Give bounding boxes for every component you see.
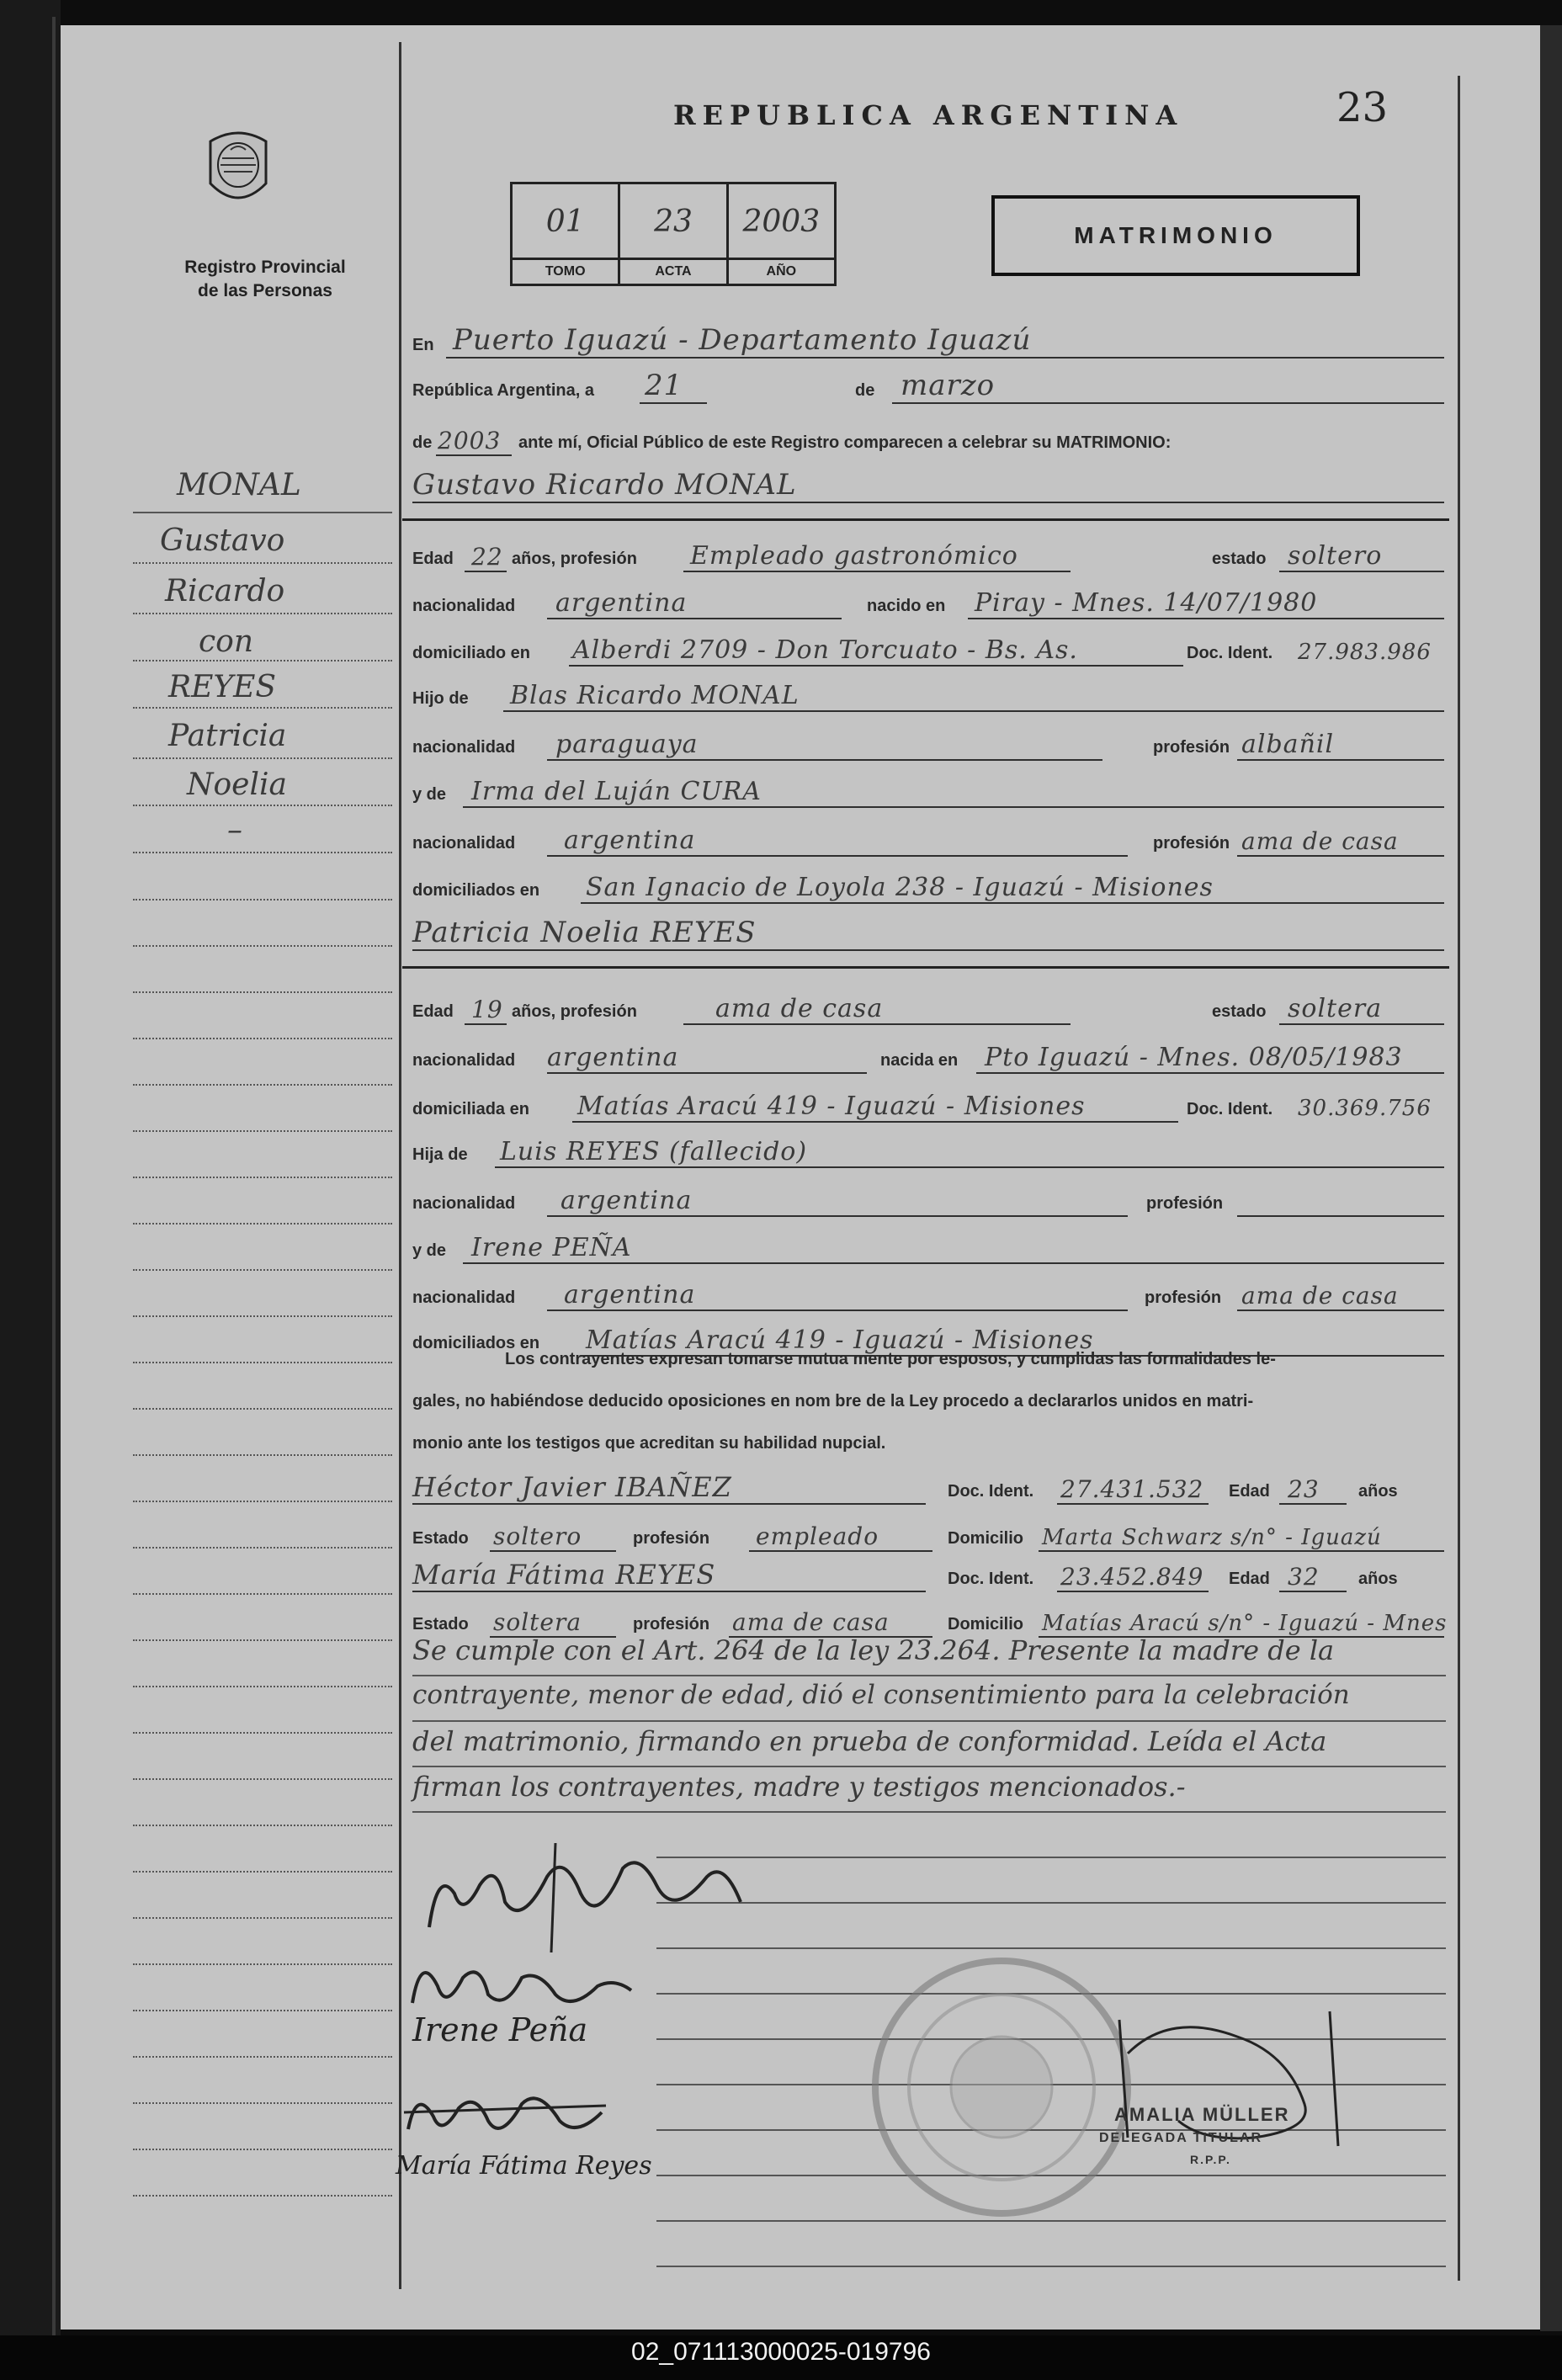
label: Edad [1229, 1570, 1270, 1588]
ruled-line [656, 1902, 1446, 1904]
book-cell-ano [729, 184, 834, 284]
bride-nationality-row [412, 1030, 1444, 1077]
registry-name-line2: de las Personas [198, 281, 332, 300]
margin-rule [133, 660, 392, 661]
margin-rule [133, 707, 392, 709]
handwritten-value: 23 [1288, 1475, 1320, 1503]
margin-rule [133, 1315, 392, 1317]
handwritten-value: Irma del Luján CURA [471, 777, 762, 806]
underline [436, 454, 512, 456]
label: Hijo de [412, 689, 469, 708]
section-separator [402, 518, 1449, 521]
underline [495, 1166, 1444, 1168]
label: profesión [1145, 1288, 1222, 1307]
underline [1237, 759, 1444, 761]
registry-seal-icon [205, 125, 271, 212]
page-edge [1540, 25, 1562, 2331]
margin-rule [133, 1269, 392, 1271]
bride-mother-row [412, 1220, 1444, 1267]
underline [1237, 1215, 1444, 1217]
margin-rule [133, 1871, 392, 1873]
book-cell-tomo [513, 184, 620, 284]
margin-note: – [227, 813, 242, 847]
handwritten-value: soltero [493, 1522, 582, 1550]
handwritten-value: 32 [1288, 1563, 1320, 1591]
handwritten-value: Pto Iguazú - Mnes. 08/05/1983 [985, 1043, 1403, 1072]
underline [465, 1023, 507, 1025]
underline [463, 806, 1444, 808]
underline [547, 1215, 1128, 1217]
label: años, profesión [512, 550, 637, 568]
handwritten-value: Blas Ricardo MONAL [510, 681, 800, 710]
underline [412, 1503, 926, 1505]
handwritten-value: soltera [493, 1608, 582, 1636]
margin-rule [133, 1732, 392, 1734]
margin-rule [133, 1593, 392, 1595]
registry-name-line1: Registro Provincial [184, 258, 346, 277]
handwritten-value: Luis REYES (fallecido) [500, 1137, 808, 1166]
underline [547, 855, 1128, 857]
margin-rule [133, 613, 392, 614]
label: Edad [1229, 1482, 1270, 1501]
margin-rule [133, 1084, 392, 1086]
label: Edad [412, 1002, 454, 1021]
witness-name: Héctor Javier IBAÑEZ [412, 1471, 732, 1503]
observation-line: del matrimonio, firmando en prueba de conformidad. Leída el Acta [412, 1725, 1327, 1757]
document-type-box: MATRIMONIO [991, 195, 1360, 276]
label: Doc. Ident. [948, 1570, 1034, 1588]
handwritten-value: 21 [645, 369, 683, 402]
book-cell-acta [620, 184, 728, 284]
underline [1279, 1591, 1347, 1592]
handwritten-value: soltera [1288, 994, 1383, 1023]
label: nacida en [880, 1051, 959, 1070]
book-label: TOMO [513, 258, 618, 284]
groom-name: Gustavo Ricardo MONAL [412, 468, 797, 502]
ruled-line [656, 1857, 1446, 1858]
label: Estado [412, 1615, 469, 1634]
margin-note: MONAL [177, 468, 301, 502]
label: de [855, 381, 875, 400]
label: Domicilio [948, 1615, 1024, 1634]
margin-rule [133, 1223, 392, 1225]
underline [569, 665, 1183, 667]
margin-rule [133, 1177, 392, 1178]
intro-place-row [412, 315, 1444, 362]
handwritten-value: 30.369.756 [1298, 1096, 1432, 1121]
label: nacionalidad [412, 1051, 516, 1070]
ruled-line [412, 1720, 1446, 1722]
underline [547, 1072, 867, 1074]
label: de [412, 433, 433, 452]
margin-note: Noelia [187, 768, 287, 802]
label: domiciliados en [412, 881, 540, 900]
label: profesión [633, 1615, 710, 1634]
label: años [1358, 1570, 1398, 1588]
handwritten-value: marzo [901, 369, 996, 402]
margin-note: REYES [168, 670, 277, 704]
bride-signature [396, 1944, 648, 2020]
handwritten-value: Marta Schwarz s/n° - Iguazú [1042, 1525, 1382, 1550]
underline [572, 1121, 1178, 1123]
handwritten-value: 19 [471, 996, 503, 1023]
label: Doc. Ident. [948, 1482, 1034, 1501]
label: años, profesión [512, 1002, 637, 1021]
margin-rule [133, 562, 392, 564]
underline [683, 571, 1071, 572]
label: nacionalidad [412, 1288, 516, 1307]
groom-mother-row [412, 764, 1444, 811]
groom-parents-address-row [412, 860, 1444, 907]
margin-rule [133, 805, 392, 806]
label: domiciliada en [412, 1100, 529, 1118]
label: y de [412, 785, 447, 804]
underline [503, 710, 1444, 712]
label: nacido en [867, 597, 946, 615]
witness-2-row [412, 1549, 1444, 1596]
underline [1279, 1023, 1444, 1025]
underline [547, 1310, 1128, 1311]
label: profesión [633, 1529, 710, 1548]
book-binding [0, 0, 61, 2380]
label: República Argentina, a [412, 381, 594, 400]
declaration-line: gales, no habiéndose deducido oposiciones en nom bre de la Ley procedo a declararlos unidos en matri- [412, 1392, 1254, 1410]
witness-1-row [412, 1461, 1444, 1508]
margin-note: Patricia [168, 719, 287, 753]
observation-line: firman los contrayentes, madre y testigos mencionados.- [412, 1771, 1186, 1803]
underline [1237, 1310, 1444, 1311]
margin-rule [133, 2056, 392, 2058]
margin-note: con [199, 624, 254, 659]
observation-line: contrayente, menor de edad, dió el consentimiento para la celebración [412, 1680, 1350, 1710]
margin-rule [133, 1547, 392, 1549]
underline [547, 618, 842, 619]
label: Hija de [412, 1145, 468, 1164]
handwritten-value: 23.452.849 [1060, 1563, 1204, 1591]
handwritten-value: ama de casa [732, 1608, 890, 1636]
underline [892, 402, 1444, 404]
margin-rule [133, 1639, 392, 1641]
margin-rule [133, 1778, 392, 1780]
book-value: 23 [654, 205, 693, 239]
ruled-line [412, 1675, 1446, 1676]
underline [968, 618, 1444, 619]
label: Estado [412, 1529, 469, 1548]
label: nacionalidad [412, 738, 516, 757]
label: En [412, 336, 434, 354]
groom-signature [404, 1835, 757, 1961]
margin-rule [133, 945, 392, 947]
witness-name: María Fátima REYES [412, 1559, 716, 1591]
ruled-line [412, 1766, 1446, 1767]
handwritten-value: Irene PEÑA [471, 1233, 632, 1262]
underline [976, 1072, 1444, 1074]
handwritten-value: ama de casa [715, 994, 884, 1023]
underline [412, 502, 1444, 503]
underline [683, 1023, 1071, 1025]
official-org: R.P.P. [1190, 2153, 1231, 2166]
mother-signature: Irene Peña [412, 2011, 588, 2048]
label: estado [1212, 550, 1267, 568]
underline [412, 1591, 926, 1592]
handwritten-value: Puerto Iguazú - Departamento Iguazú [453, 323, 1032, 357]
handwritten-value: Matías Aracú 419 - Iguazú - Misiones [577, 1092, 1086, 1121]
margin-rule [133, 2102, 392, 2104]
official-name: AMALIA MÜLLER [1114, 2104, 1290, 2125]
book-label: AÑO [729, 258, 834, 284]
handwritten-value: San Ignacio de Loyola 238 - Iguazú - Misiones [586, 873, 1214, 902]
margin-rule [133, 1686, 392, 1687]
official-title: DELEGADA TITULAR [1099, 2131, 1263, 2145]
margin-rule [133, 1408, 392, 1410]
document-reference: 02_071113000025-019796 [631, 2338, 931, 2366]
country-title: REPUBLICA ARGENTINA [673, 99, 1184, 131]
page-number: 23 [1336, 84, 1389, 131]
margin-rule [133, 512, 392, 513]
label: domiciliado en [412, 644, 531, 662]
margin-rule [133, 2010, 392, 2011]
underline [463, 1262, 1444, 1264]
bride-name: Patricia Noelia REYES [412, 916, 757, 949]
label: profesión [1146, 1194, 1224, 1213]
margin-rule [133, 757, 392, 759]
underline [412, 949, 1444, 951]
page-border [1458, 76, 1460, 2281]
margin-rule [133, 1917, 392, 1919]
label: Domicilio [948, 1529, 1024, 1548]
margin-rule [133, 852, 392, 853]
handwritten-value: 27.431.532 [1060, 1475, 1204, 1503]
underline [581, 902, 1444, 904]
underline [446, 357, 1444, 359]
label: nacionalidad [412, 1194, 516, 1213]
label: nacionalidad [412, 597, 516, 615]
book-label: ACTA [620, 258, 725, 284]
witness-2-signature: María Fátima Reyes [396, 2151, 652, 2181]
groom-address-row [412, 623, 1444, 670]
groom-father-nat-row [412, 717, 1444, 764]
groom-age-row [412, 529, 1444, 576]
witness-1-signature [396, 2070, 614, 2146]
label: y de [412, 1241, 447, 1260]
handwritten-value: empleado [756, 1522, 879, 1550]
margin-rule [133, 1825, 392, 1826]
handwritten-value: albañil [1241, 730, 1335, 759]
bride-age-row [412, 981, 1444, 1028]
margin-rule [133, 899, 392, 900]
margin-note: Gustavo [160, 523, 285, 558]
observation-line: Se cumple con el Art. 264 de la ley 23.264. Presente la madre de la [412, 1634, 1335, 1666]
declaration-line: monio ante los testigos que acreditan su habilidad nupcial. [412, 1434, 886, 1453]
bride-address-row [412, 1079, 1444, 1126]
underline [1237, 855, 1444, 857]
handwritten-value: Matías Aracú 419 - Iguazú - Misiones [586, 1325, 1094, 1355]
label: Doc. Ident. [1187, 644, 1273, 662]
handwritten-value: 22 [471, 543, 503, 571]
underline [1279, 1503, 1347, 1505]
margin-rule [133, 1362, 392, 1363]
handwritten-value: ama de casa [1241, 827, 1399, 855]
intro-year-row [412, 412, 1444, 460]
label: Edad [412, 550, 454, 568]
handwritten-value: argentina [547, 1043, 679, 1072]
handwritten-value: argentina [564, 826, 696, 855]
book-value: 01 [545, 205, 585, 239]
handwritten-value: Empleado gastronómico [690, 541, 1018, 571]
margin-rule [133, 1038, 392, 1039]
handwritten-value: Piray - Mnes. 14/07/1980 [975, 588, 1318, 618]
margin-rule [133, 2149, 392, 2150]
underline [1057, 1503, 1209, 1505]
groom-name-row [412, 460, 1444, 507]
book-reference-box [510, 182, 837, 286]
margin-rule [133, 1501, 392, 1502]
underline [1279, 571, 1444, 572]
handwritten-value: ama de casa [1241, 1282, 1399, 1310]
underline [465, 571, 507, 572]
label: profesión [1153, 738, 1230, 757]
bride-mother-nat-row [412, 1267, 1444, 1315]
handwritten-value: argentina [564, 1280, 696, 1310]
label: profesión [1153, 834, 1230, 853]
groom-mother-nat-row [412, 813, 1444, 860]
handwritten-value: soltero [1288, 541, 1383, 571]
label: ante mí, Oficial Público de este Registro comparecen a celebrar su MATRIMONIO: [518, 433, 1172, 452]
label: Doc. Ident. [1187, 1100, 1273, 1118]
groom-father-row [412, 668, 1444, 715]
label: años [1358, 1482, 1398, 1501]
label: estado [1212, 1002, 1267, 1021]
ruled-line [412, 1811, 1446, 1813]
label: domiciliados en [412, 1334, 540, 1352]
margin-rule [133, 991, 392, 993]
handwritten-value: 2003 [438, 427, 502, 454]
bride-father-nat-row [412, 1173, 1444, 1220]
underline [547, 759, 1102, 761]
book-value: 2003 [742, 205, 821, 239]
bride-name-row [412, 907, 1444, 954]
margin-rule [133, 1454, 392, 1456]
handwritten-value: Matías Aracú s/n° - Iguazú - Mnes [1042, 1611, 1448, 1636]
margin-rule [133, 1963, 392, 1965]
registry-stamp-icon [867, 1936, 1136, 2255]
handwritten-value: paraguaya [555, 730, 699, 759]
handwritten-value: argentina [555, 588, 688, 618]
section-separator [402, 966, 1449, 969]
underline [1057, 1591, 1209, 1592]
groom-nationality-row [412, 576, 1444, 623]
underline [640, 402, 707, 404]
handwritten-value: argentina [561, 1186, 693, 1215]
label: nacionalidad [412, 834, 516, 853]
ruled-line [656, 2266, 1446, 2267]
margin-rule [133, 1130, 392, 1132]
declaration-line: Los contrayentes expresan tomarse mutua mente por esposos, y cumplidas las formalidades le- [505, 1350, 1276, 1368]
handwritten-value: 27.983.986 [1298, 640, 1432, 665]
bride-father-row [412, 1124, 1444, 1171]
margin-rule [133, 2195, 392, 2197]
intro-date-row [412, 360, 1444, 407]
handwritten-value: Alberdi 2709 - Don Torcuato - Bs. As. [572, 635, 1078, 665]
margin-note: Ricardo [165, 574, 285, 608]
